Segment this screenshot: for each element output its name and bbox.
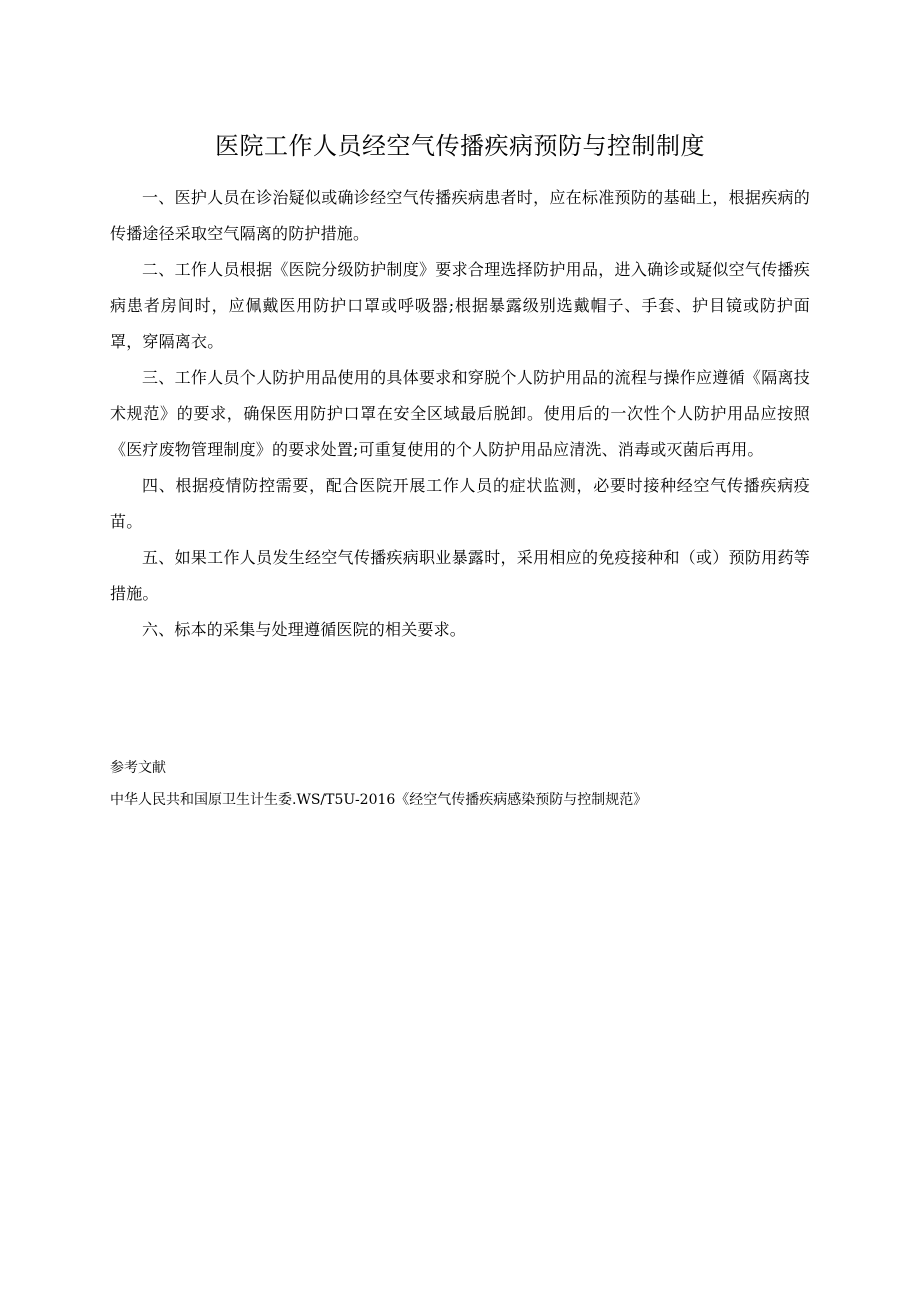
paragraph-5: 五、如果工作人员发生经空气传播疾病职业暴露时，采用相应的免疫接种和（或）预防用药等措施。 — [110, 548, 810, 603]
paragraph-2: 二、工作人员根据《医院分级防护制度》要求合理选择防护用品，进入确诊或疑似空气传播疾病患者房间时，应佩戴医用防护口罩或呼吸器;根据暴露级别选戴帽子、手套、护目镜或防护面罩，穿隔离衣。 — [110, 260, 810, 351]
reference-item: 中华人民共和国原卫生计生委.WS/T5U-2016《经空气传播疾病感染预防与控制规范》 — [110, 792, 648, 808]
references-section — [110, 752, 810, 816]
paragraph-4: 四、根据疫情防控需要，配合医院开展工作人员的症状监测，必要时接种经空气传播疾病疫苗。 — [110, 476, 810, 531]
paragraph-6: 六、标本的采集与处理遵循医院的相关要求。 — [142, 620, 467, 639]
paragraph-1: 一、医护人员在诊治疑似或确诊经空气传播疾病患者时，应在标准预防的基础上，根据疾病的传播途径采取空气隔离的防护措施。 — [110, 188, 810, 243]
references-heading: 参考文献 — [110, 760, 166, 776]
document-title: 医院工作人员经空气传播疾病预防与控制制度 — [215, 132, 705, 160]
document-body — [110, 180, 810, 648]
paragraph-3: 三、工作人员个人防护用品使用的具体要求和穿脱个人防护用品的流程与操作应遵循《隔离技术规范》的要求，确保医用防护口罩在安全区域最后脱卸。使用后的一次性个人防护用品应按照《医疗废物管理制度》的要求处置;可重复使用的个人防护用品应清洗、消毒或灭菌后再用。 — [110, 368, 810, 459]
